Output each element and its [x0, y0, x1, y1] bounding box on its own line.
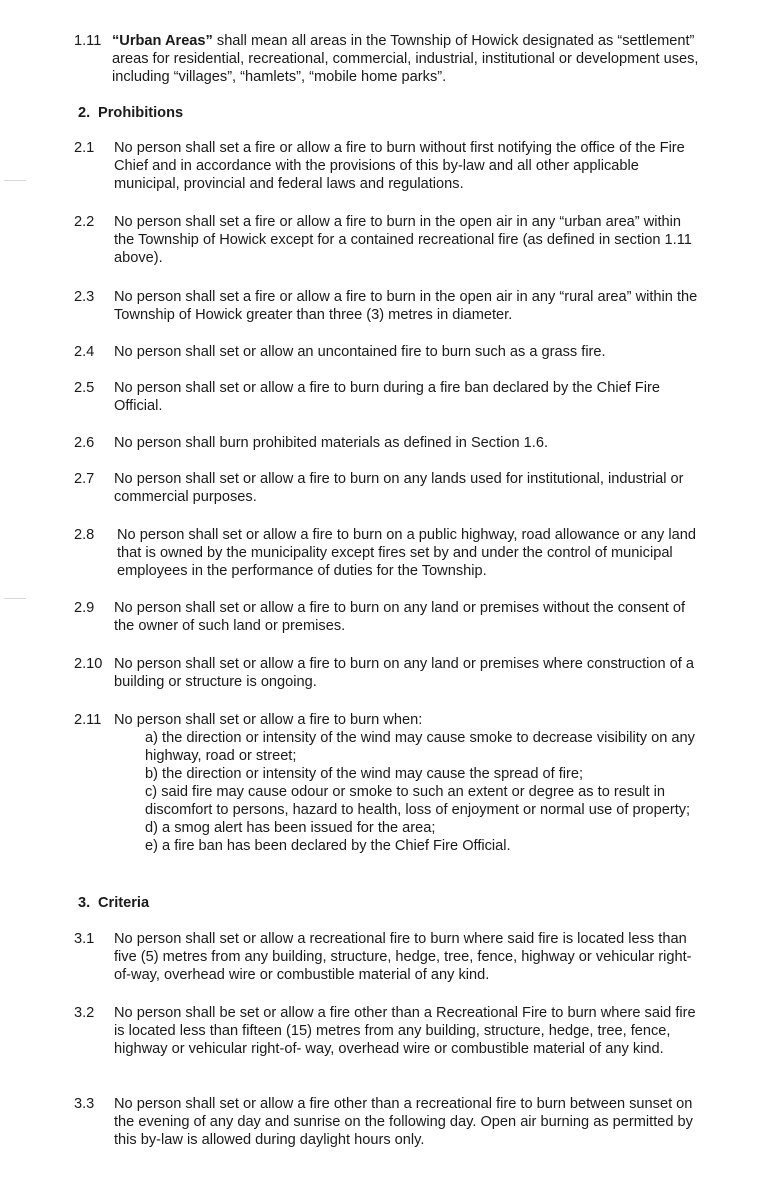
section-2-8: [74, 526, 704, 580]
section-number: 3.1: [74, 931, 95, 947]
section-text: No person shall set or allow a fire to burn on a public highway, road allowance or any land that is owned by the municipality except fires set by and under the control of municipal employees in the performance of duties for the Township.: [117, 527, 696, 579]
condition-item: e) a fire ban has been declared by the Chief Fire Official.: [145, 838, 511, 854]
heading-prohibitions: [78, 104, 183, 122]
section-3-1: [74, 930, 704, 984]
section-number: 2.7: [74, 471, 95, 487]
heading-number: 2.: [78, 105, 91, 121]
section-number: 2.8: [74, 527, 95, 543]
section-text: No person shall burn prohibited materials as defined in Section 1.6.: [114, 435, 549, 451]
section-2-2: [74, 213, 704, 267]
section-text: No person shall set or allow a fire to burn on any lands used for institutional, industrial or commercial purposes.: [114, 471, 684, 505]
section-2-1: [74, 139, 704, 193]
section-2-9: [74, 599, 704, 635]
section-text: No person shall set or allow a fire to burn on any land or premises without the consent of the owner of such land or premises.: [114, 600, 686, 634]
heading-criteria: [78, 894, 149, 912]
section-text: No person shall set or allow a fire to burn during a fire ban declared by the Chief Fire Official.: [114, 380, 660, 414]
section-number: 3.3: [74, 1096, 95, 1112]
section-number: 3.2: [74, 1005, 95, 1021]
condition-item: d) a smog alert has been issued for the area;: [145, 820, 436, 836]
section-text: No person shall set or allow a recreational fire to burn where said fire is located less than five (5) metres from any building, structure, hedge, tree, fence, highway or vehicular right-of-way, overhead wire or combustible material of any kind.: [114, 931, 692, 983]
section-number: 2.6: [74, 435, 95, 451]
section-text: shall mean all areas in the Township of Howick designated as “settlement” areas for residential, recreational, commercial, industrial, institutional or development uses, including “villages”, “hamlets”, “mobile home parks”.: [112, 33, 699, 85]
section-number: 2.1: [74, 140, 95, 156]
section-number: 2.4: [74, 344, 95, 360]
condition-list: [145, 729, 704, 855]
section-2-4: [74, 343, 704, 361]
section-text: No person shall be set or allow a fire other than a Recreational Fire to burn where said fire is located less than fifteen (15) metres from any building, structure, hedge, tree, fence, highway or vehicular right-of- way, overhead wire or combustible material of any kind.: [114, 1005, 696, 1057]
section-number: 2.5: [74, 380, 95, 396]
section-1-11: [74, 32, 714, 86]
section-2-10: [74, 655, 704, 691]
section-number: 2.3: [74, 289, 95, 305]
section-number: 2.11: [74, 712, 102, 728]
condition-item: b) the direction or intensity of the wind may cause the spread of fire;: [145, 766, 584, 782]
section-3-2: [74, 1004, 704, 1058]
heading-number: 3.: [78, 895, 91, 911]
section-2-5: [74, 379, 704, 415]
condition-item: a) the direction or intensity of the wind may cause smoke to decrease visibility on any highway, road or street;: [145, 730, 695, 764]
section-text: No person shall set or allow a fire to burn on any land or premises where construction of a building or structure is ongoing.: [114, 656, 694, 690]
section-number: 2.2: [74, 214, 95, 230]
section-2-3: [74, 288, 704, 324]
section-2-7: [74, 470, 704, 506]
heading-title: Criteria: [98, 895, 150, 911]
section-text: No person shall set or allow a fire other than a recreational fire to burn between sunset on the evening of any day and sunrise on the following day. Open air burning as permitted by this by-law is allowed during daylight hours only.: [114, 1096, 693, 1148]
section-2-11: [74, 711, 704, 855]
section-number: 1.11: [74, 33, 102, 49]
defined-term: “Urban Areas”: [112, 33, 213, 49]
section-3-3: [74, 1095, 704, 1149]
section-text: No person shall set or allow an uncontained fire to burn such as a grass fire.: [114, 344, 606, 360]
section-2-6: [74, 434, 704, 452]
scan-margin-mark: [4, 598, 26, 599]
section-number: 2.10: [74, 656, 103, 672]
heading-title: Prohibitions: [98, 105, 184, 121]
condition-item: c) said fire may cause odour or smoke to such an extent or degree as to result in discomfort to persons, hazard to health, loss of enjoyment or normal use of property;: [145, 784, 691, 818]
scan-margin-mark: [4, 180, 26, 181]
section-text: No person shall set a fire or allow a fire to burn in the open air in any “rural area” within the Township of Howick greater than three (3) metres in diameter.: [114, 289, 698, 323]
section-number: 2.9: [74, 600, 95, 616]
section-text: No person shall set a fire or allow a fire to burn without first notifying the office of the Fire Chief and in accordance with the provisions of this by-law and all other applicable municipal, provincial and federal laws and regulations.: [114, 140, 685, 192]
section-text: No person shall set a fire or allow a fire to burn in the open air in any “urban area” within the Township of Howick except for a contained recreational fire (as defined in section 1.11 above).: [114, 214, 692, 266]
section-text: No person shall set or allow a fire to burn when:: [114, 712, 423, 728]
section-body: [112, 32, 714, 86]
